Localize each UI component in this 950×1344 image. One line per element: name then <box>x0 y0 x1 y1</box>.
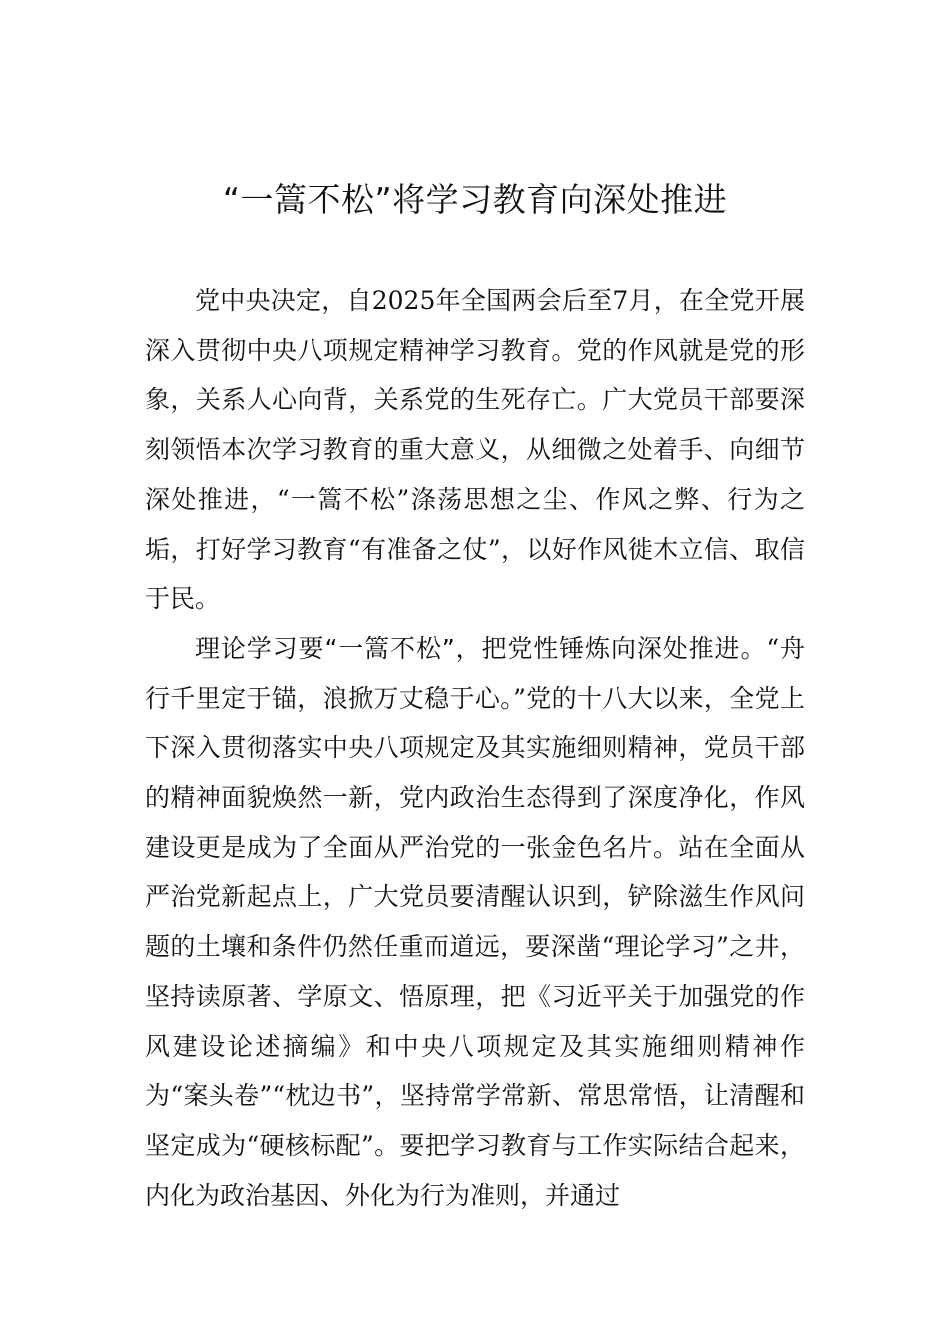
document-title: “一篙不松”将学习教育向深处推进 <box>222 180 728 219</box>
paragraph-theory-study <box>145 624 805 1220</box>
paragraph-body: “舟行千里定于锚，浪掀万丈稳于心。”党的十八大以来，全党上下深入贯彻落实中央八项规定及其实施细则精神，党员干部的精神面貌焕然一新，党内政治生态得到了深度净化，作风建设更是成为了全面从严治党的一张金色名片。站在全面从严治党新起点上，广大党员要清醒认识到，铲除滋生作风问题的土壤和条件仍然任重而道远，要深凿“理论学习”之井，坚持读原著、学原文、悟原理，把《习近平关于加强党的作风建设论述摘编》和中央八项规定及其实施细则精神作为“案头卷”“枕边书”，坚持常学常新、常思常悟，让清醒和坚定成为“硬核标配”。要把学习教育与工作实际结合起来，内化为政治基因、外化为行为准则，并通过 <box>145 633 806 1210</box>
document-body <box>145 276 805 1220</box>
paragraph-heading: 理论学习要“一篙不松”，把党性锤炼向深处推进。 <box>195 633 767 663</box>
paragraph-intro: 党中央决定，自2025年全国两会后至7月，在全党开展深入贯彻中央八项规定精神学习教育。党的作风就是党的形象，关系人心向背，关系党的生死存亡。广大党员干部要深刻领悟本次学习教育的重大意义，从细微之处着手、向细节深处推进，“一篙不松”涤荡思想之尘、作风之弊、行为之垢，打好学习教育“有准备之仗”，以好作风徙木立信、取信于民。 <box>145 286 805 614</box>
